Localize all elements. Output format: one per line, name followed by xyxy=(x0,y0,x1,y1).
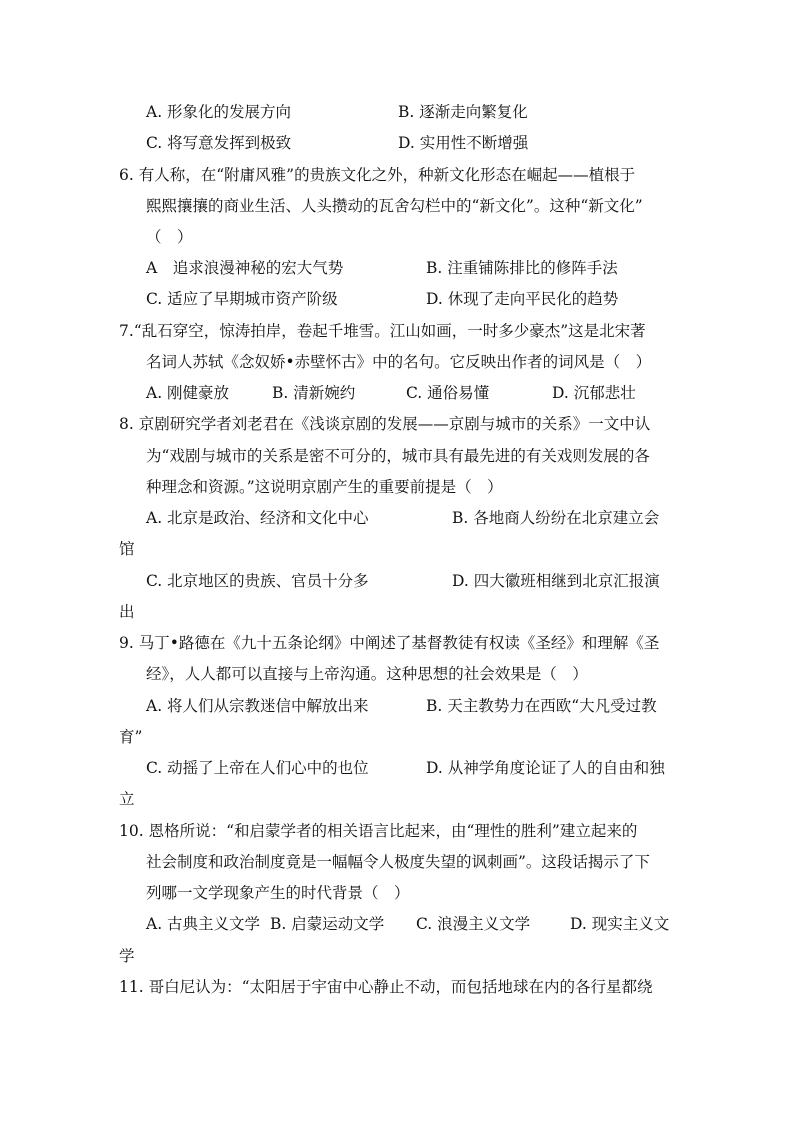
q7-stem-line-2: 名词人苏轼《念奴娇•赤壁怀古》中的名句。它反映出作者的词风是（ ） xyxy=(146,353,652,371)
q8-stem-line-3: 种理念和资源。”这说明京剧产生的重要前提是（ ） xyxy=(146,478,503,496)
q8-option-b-wrap: 馆 xyxy=(119,540,135,558)
q6-option-d: D. 休现了走向平民化的趋势 xyxy=(426,290,619,308)
q10-option-b: B. 启蒙运动文学 xyxy=(270,915,385,933)
q7-option-a: A. 刚健豪放 xyxy=(146,384,230,402)
q5-option-c: C. 将写意发挥到极致 xyxy=(146,134,292,152)
q9-option-d-wrap: 立 xyxy=(119,790,135,808)
q8-option-c: C. 北京地区的贵族、官员十分多 xyxy=(146,572,369,590)
q8-stem-line-1: 8. 京剧研究学者刘老君在《浅谈京剧的发展——京剧与城市的关系》一文中认 xyxy=(119,415,651,433)
q6-stem-line-2: 熙熙攘攘的商业生活、人头攒动的瓦舍勾栏中的“新文化”。这种“新文化” xyxy=(146,197,643,215)
q10-stem-line-2: 社会制度和政治制度竟是一幅幅令人极度失望的讽刺画”。这段话揭示了下 xyxy=(146,853,650,871)
q9-option-c: C. 动摇了上帝在人们心中的也位 xyxy=(146,759,369,777)
q6-option-b: B. 注重铺陈排比的修阵手法 xyxy=(426,259,618,277)
q7-stem-line-1: 7.“乱石穿空，惊涛拍岸，卷起千堆雪。江山如画，一时多少豪杰”这是北宋著 xyxy=(119,322,646,340)
q9-option-a: A. 将人们从宗教迷信中解放出来 xyxy=(146,697,369,715)
q6-option-a: A 追求浪漫神秘的宏大气势 xyxy=(146,259,344,277)
q5-option-a: A. 形象化的发展方向 xyxy=(146,103,292,121)
q9-option-b: B. 天主教势力在西欧“大凡受过教 xyxy=(426,697,657,715)
q7-option-b: B. 清新婉约 xyxy=(272,384,356,402)
q9-stem-line-1: 9. 马丁•路德在《九十五条论纲》中阐述了基督教徒有权读《圣经》和理解《圣 xyxy=(119,634,660,652)
q9-stem-line-2: 经》，人人都可以直接与上帝沟通。这种思想的社会效果是（ ） xyxy=(146,665,588,683)
q10-option-a: A. 古典主义文学 xyxy=(146,915,261,933)
q10-option-d-wrap: 学 xyxy=(119,947,135,965)
q6-option-c: C. 适应了早期城市资产阶级 xyxy=(146,290,338,308)
q7-option-d: D. 沉郁悲壮 xyxy=(552,384,636,402)
q9-option-d: D. 从神学角度论证了人的自由和独 xyxy=(426,759,665,777)
q6-answer-blank: （ ） xyxy=(146,228,193,246)
q8-option-a: A. 北京是政治、经济和文化中心 xyxy=(146,509,369,527)
q8-option-d-wrap: 出 xyxy=(119,603,135,621)
q8-stem-line-2: 为“戏剧与城市的关系是密不可分的，城市具有最先进的有关戏则发展的各 xyxy=(146,447,650,465)
q11-stem-line-1: 11. 哥白尼认为：“太阳居于宇宙中心静止不动，而包括地球在内的各行星都绕 xyxy=(119,978,653,996)
q10-option-c: C. 浪漫主义文学 xyxy=(416,915,531,933)
q10-stem-line-3: 列哪一文学现象产生的时代背景（ ） xyxy=(146,884,410,902)
q7-option-c: C. 通俗易懂 xyxy=(406,384,490,402)
q6-stem-line-1: 6. 有人称，在“附庸风雅”的贵族文化之外，种新文化形态在崛起——植根于 xyxy=(119,166,636,184)
q9-option-b-wrap: 育” xyxy=(119,728,143,746)
q5-option-d: D. 实用性不断增强 xyxy=(398,134,529,152)
q8-option-d: D. 四大徽班相继到北京汇报演 xyxy=(452,572,660,590)
q10-option-d: D. 现实主义文 xyxy=(570,915,670,933)
q5-option-b: B. 逐渐走向繁复化 xyxy=(398,103,528,121)
q8-option-b: B. 各地商人纷纷在北京建立会 xyxy=(452,509,660,527)
q10-stem-line-1: 10. 恩格所说：“和启蒙学者的相关语言比起来，由“理性的胜利”建立起来的 xyxy=(119,822,638,840)
